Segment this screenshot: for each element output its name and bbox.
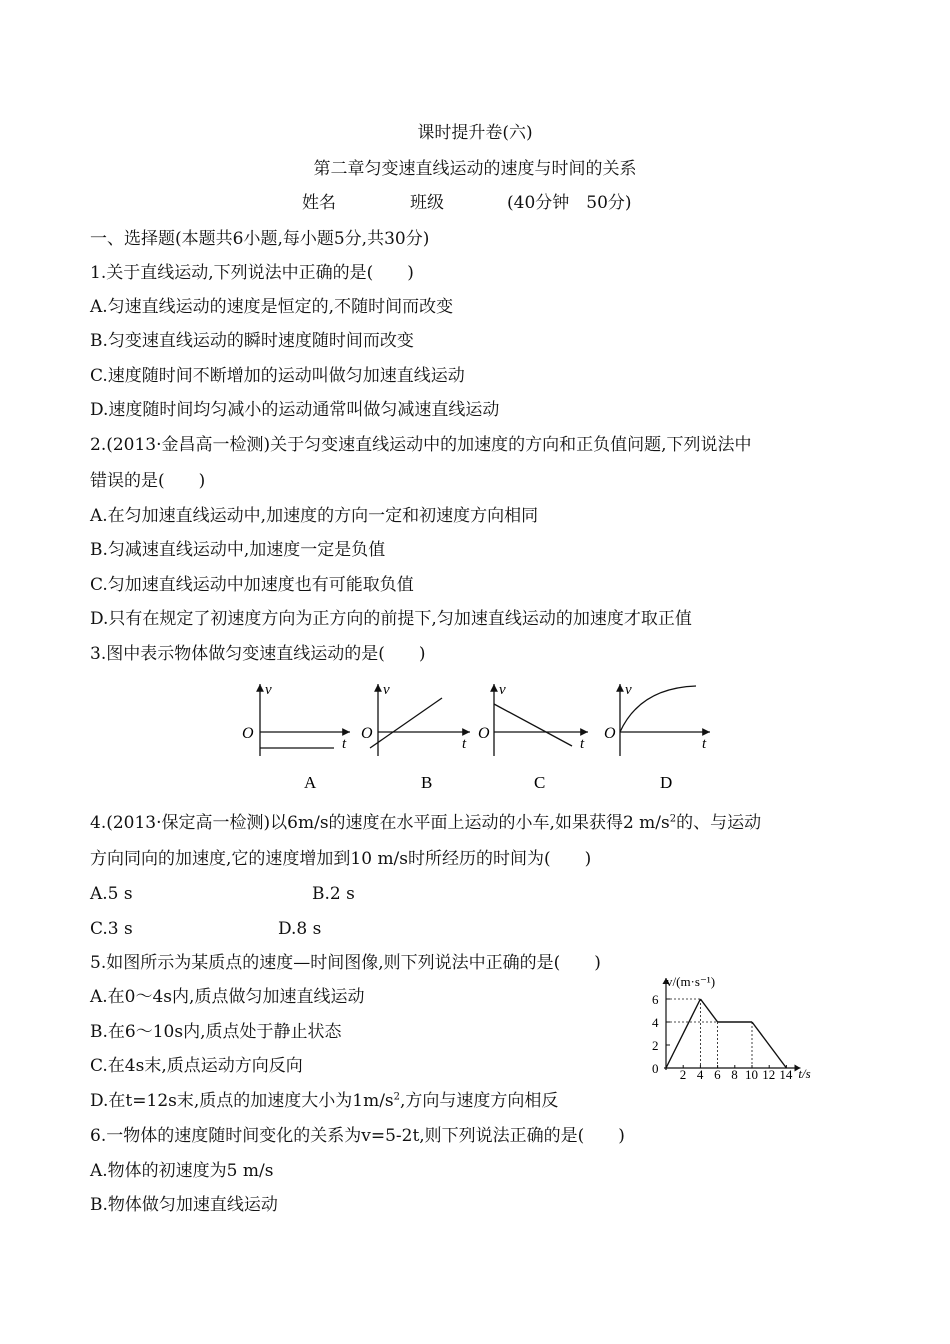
origin-label: 0 [652,1061,659,1076]
q1-option-b: B.匀变速直线运动的瞬时速度随时间而改变 [90,331,414,351]
q6-stem: 6.一物体的速度随时间变化的关系为v=5-2t,则下列说法正确的是( ) [90,1126,625,1146]
q2-option-d: D.只有在规定了初速度方向为正方向的前提下,匀加速直线运动的加速度才取正值 [90,609,692,629]
q3b-v-label: v [383,682,390,698]
x-tick-label: 8 [731,1067,738,1082]
q3b-origin: O [361,725,373,742]
v-axis-label: v/(m·s⁻¹) [666,974,716,989]
x-tick-label: 12 [762,1067,776,1082]
q2-option-b: B.匀减速直线运动中,加速度一定是负值 [90,540,386,560]
q5-option-d [90,1090,558,1112]
y-tick-label: 6 [652,992,659,1007]
q2-option-a: A.在匀加速直线运动中,加速度的方向一定和初速度方向相同 [90,506,539,526]
q1-option-c: C.速度随时间不断增加的运动叫做匀加速直线运动 [90,366,465,386]
x-tick-label: 14 [779,1067,793,1082]
q5-option-a: A.在0～4s内,质点做匀加速直线运动 [90,987,365,1007]
q2-stem-line1: 2.(2013·金昌高一检测)关于匀变速直线运动中的加速度的方向和正负值问题,下列说法中 [90,435,752,455]
q3a-label: A [304,773,317,792]
q3c-t-label: t [580,736,585,752]
q4-option-d: D.8 s [278,919,322,939]
q3a-v-label: v [265,682,272,698]
q4-stem-post: 的、与运动 [676,813,762,833]
t-axis-label: t/s [798,1066,811,1081]
vt-segment [700,999,717,1022]
q3b-t-label: t [462,736,467,752]
q5-option-d-sup: 2 [393,1091,401,1103]
q5-option-d-post: ,方向与速度方向相反 [400,1091,559,1111]
time-score: (40分钟 50分) [507,193,632,213]
q4-stem-sup: 2 [669,813,677,825]
q3d-origin: O [604,725,616,742]
q3a-t-label: t [342,736,347,752]
q3-graph-c [478,682,588,792]
q4-stem-pre: 4.(2013·保定高一检测)以6m/s的速度在水平面上运动的小车,如果获得2 m/s [90,813,670,833]
chapter-subtitle: 第二章匀变速直线运动的速度与时间的关系 [313,159,637,179]
q5-option-c: C.在4s末,质点运动方向反向 [90,1056,303,1076]
q5-option-d-pre: D.在t=12s末,质点的加速度大小为1m/s [90,1091,394,1111]
q1-stem: 1.关于直线运动,下列说法中正确的是( ) [90,263,414,283]
q5-stem: 5.如图所示为某质点的速度—时间图像,则下列说法中正确的是( ) [90,953,601,973]
x-tick-label: 10 [745,1067,758,1082]
y-tick-label: 4 [652,1015,659,1030]
section-heading: 一、选择题(本题共6小题,每小题5分,共30分) [90,229,430,249]
worksheet-title: 课时提升卷(六) [417,123,533,143]
q4-stem-line1 [90,812,761,834]
x-tick-label: 6 [714,1067,721,1082]
q2-option-c: C.匀加速直线运动中加速度也有可能取负值 [90,575,414,595]
q3c-v-label: v [499,682,506,698]
q3-graphs [230,676,730,798]
vt-segment [752,1022,786,1068]
q6-option-b: B.物体做匀加速直线运动 [90,1195,278,1215]
q3c-origin: O [478,725,490,742]
q4-option-b: B.2 s [312,884,355,904]
q1-option-d: D.速度随时间均匀减小的运动通常叫做匀减速直线运动 [90,400,500,420]
q4-option-c: C.3 s [90,919,133,939]
q3c-label: C [534,773,546,792]
q3-stem: 3.图中表示物体做匀变速直线运动的是( ) [90,644,426,664]
q3-graph-a [242,682,350,792]
q4-option-a: A.5 s [90,884,133,904]
q3-graph-b [361,682,470,792]
q4-stem-line2: 方向同向的加速度,它的速度增加到10 m/s时所经历的时间为( ) [90,849,592,869]
q5-vt-chart [640,972,840,1084]
x-tick-label: 4 [696,1067,704,1082]
x-tick-label: 2 [679,1067,687,1082]
q3d-v-label: v [625,682,632,698]
name-label: 姓名 [302,193,336,213]
class-label: 班级 [410,193,444,213]
q5-option-b: B.在6～10s内,质点处于静止状态 [90,1022,342,1042]
q3a-origin: O [242,725,254,742]
q3d-label: D [660,773,673,792]
q6-option-a: A.物体的初速度为5 m/s [90,1161,274,1181]
q3b-label: B [421,773,433,792]
vt-segment [666,999,700,1068]
q1-option-a: A.匀速直线运动的速度是恒定的,不随时间而改变 [90,297,454,317]
y-tick-label: 2 [652,1038,659,1053]
q3d-t-label: t [702,736,707,752]
q3-graph-d [604,682,710,792]
q2-stem-line2: 错误的是( ) [90,471,206,491]
